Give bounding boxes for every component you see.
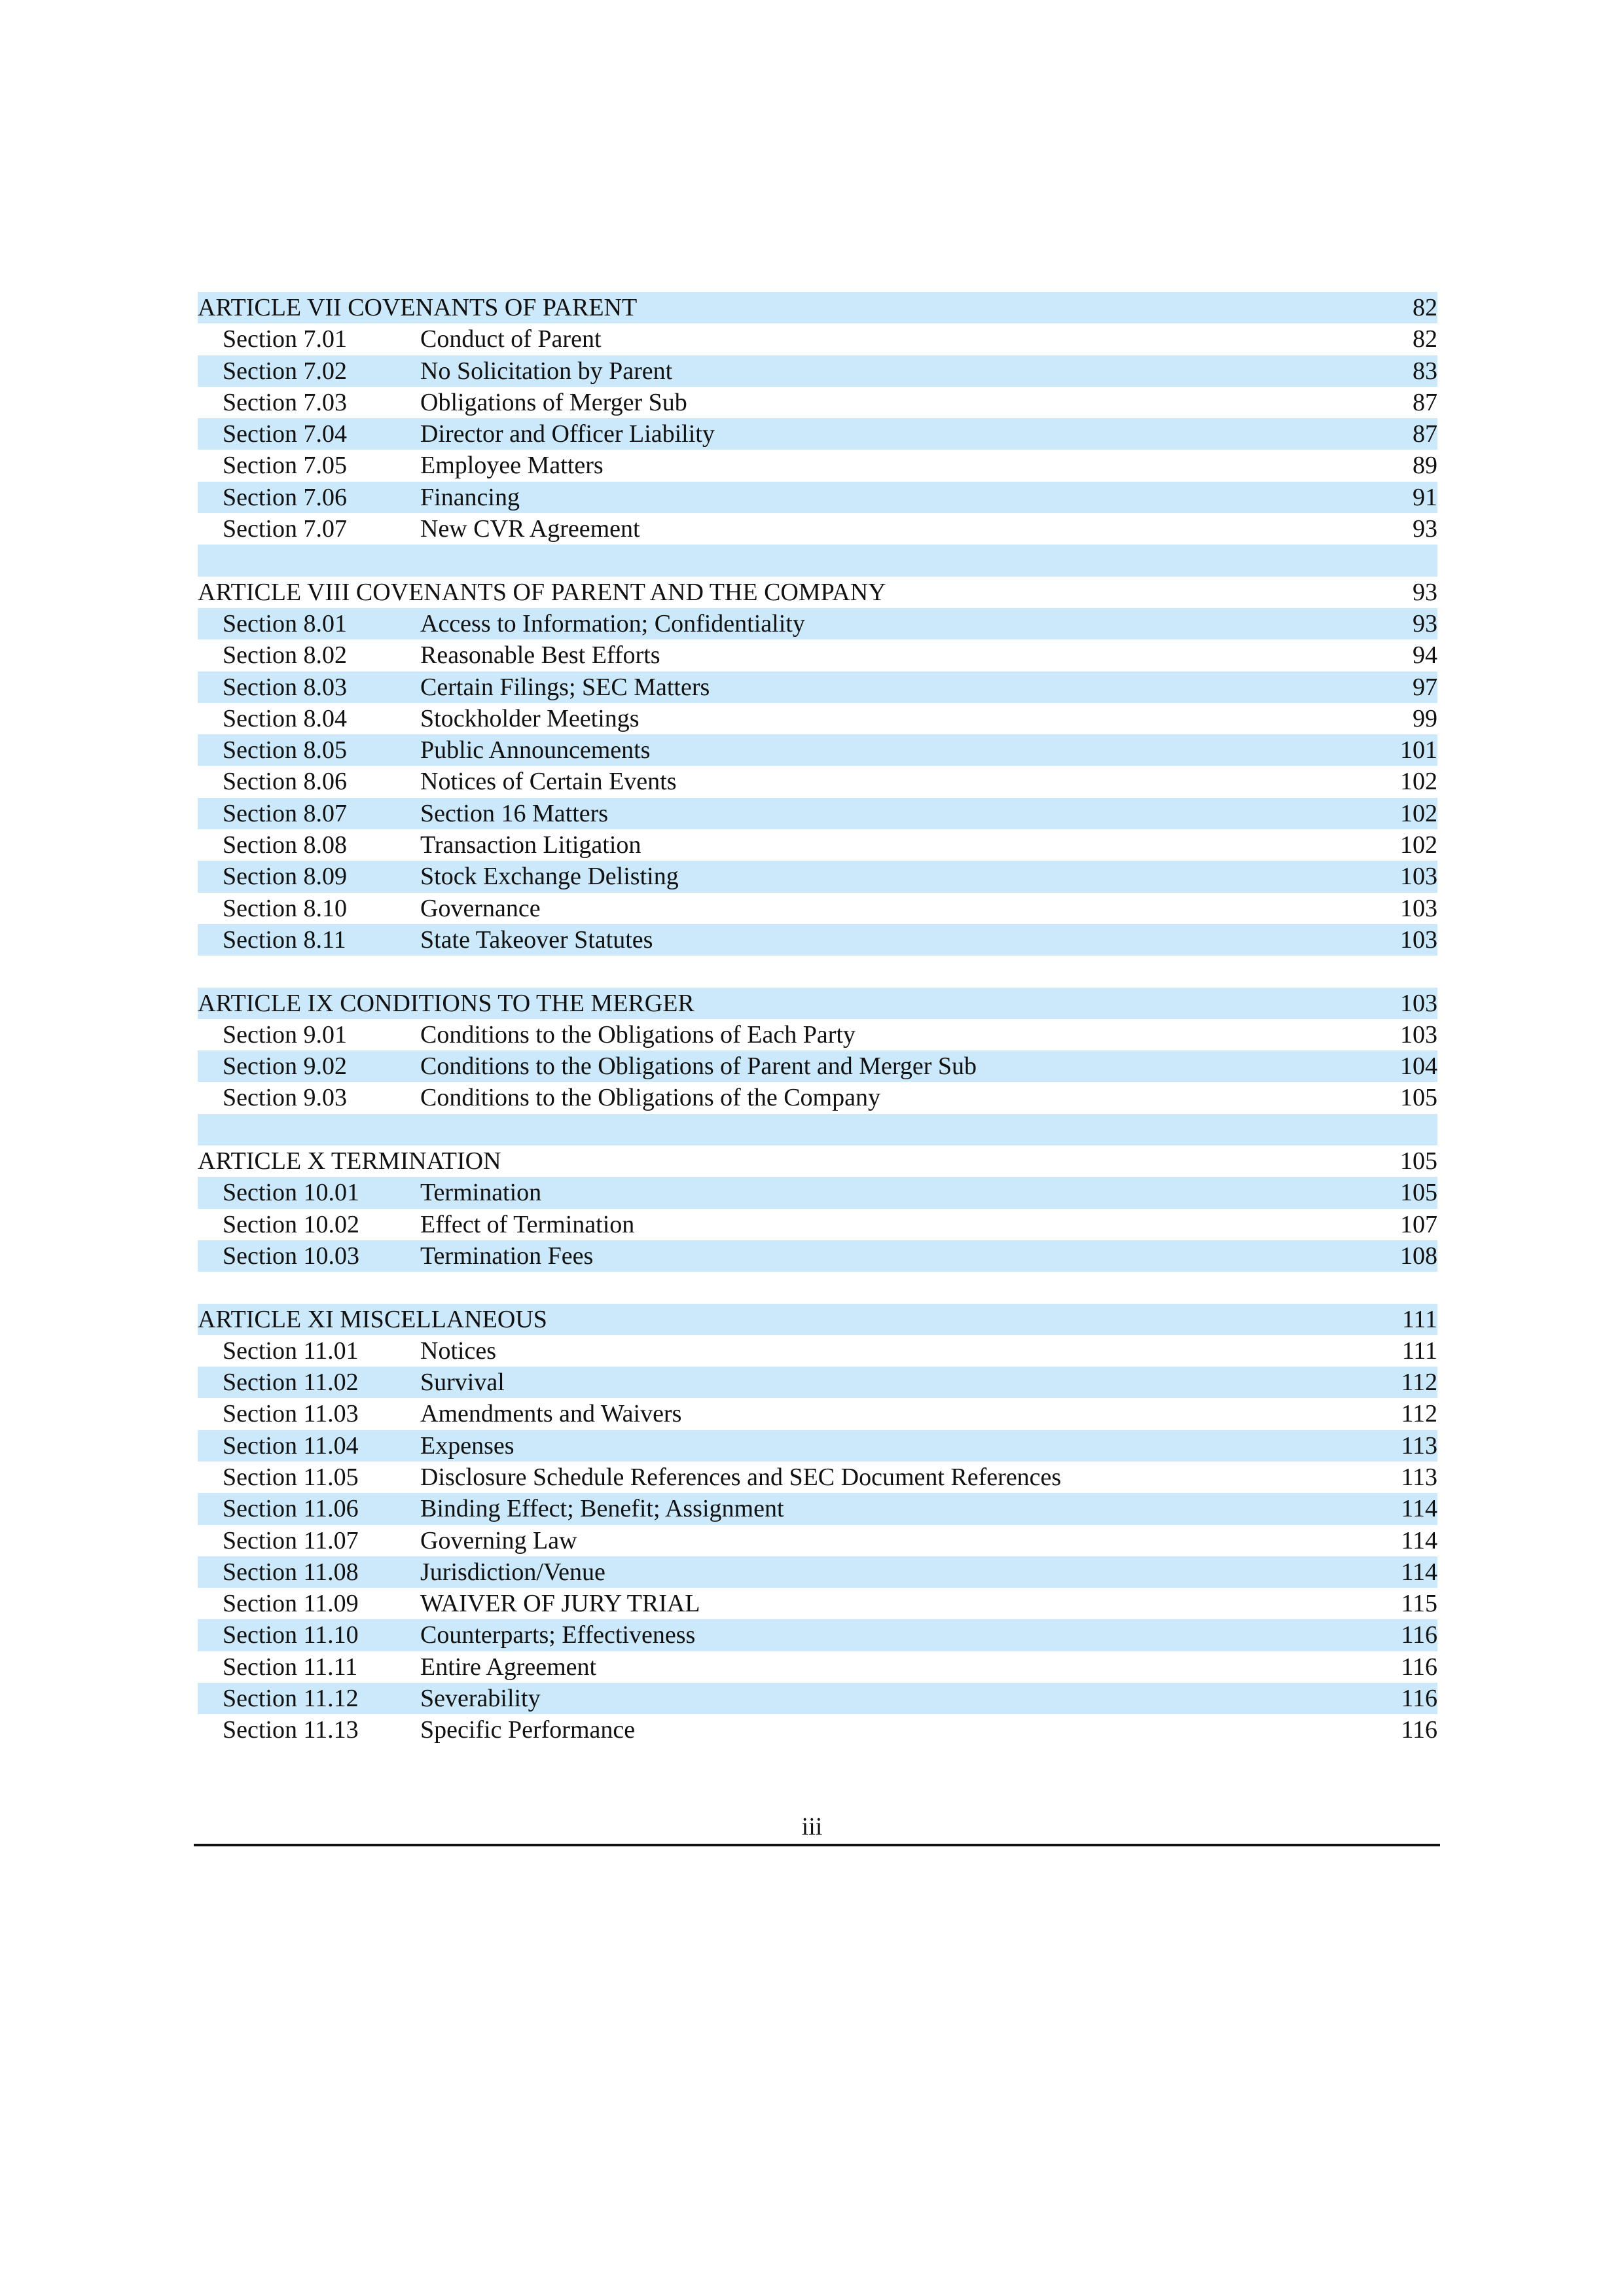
page-ref: 104 [1400,1052,1437,1081]
toc-section-row [198,1651,1437,1683]
section-number: Section 11.12 [223,1685,359,1713]
toc-section-row [198,1619,1437,1651]
section-title: Binding Effect; Benefit; Assignment [420,1495,784,1523]
toc-section-row [198,734,1437,766]
toc-section-row [198,1177,1437,1208]
toc-section-row [198,1462,1437,1493]
page-ref: 103 [1400,925,1437,954]
article-title: ARTICLE VII COVENANTS OF PARENT [198,294,638,321]
section-number: Section 11.01 [223,1336,359,1365]
section-number: Section 7.05 [223,452,347,480]
section-title: Notices [420,1336,497,1365]
page-number: iii [801,1813,823,1840]
section-number: Section 7.06 [223,483,347,511]
toc-section-row [198,1525,1437,1556]
section-number: Section 8.03 [223,673,347,701]
section-title: State Takeover Statutes [420,925,653,954]
section-title: Termination [420,1179,542,1207]
section-title: Transaction Litigation [420,831,641,859]
toc-section-row [198,1240,1437,1272]
page-ref: 116 [1401,1685,1437,1713]
section-title: Notices of Certain Events [420,768,677,796]
section-number: Section 7.04 [223,420,347,448]
page-ref: 102 [1400,799,1437,827]
toc-section-row [198,387,1437,418]
page-ref: 107 [1400,1210,1437,1238]
section-title: Employee Matters [420,452,604,480]
page-ref: 116 [1401,1653,1437,1681]
section-title: New CVR Agreement [420,515,640,543]
toc-section-row [198,513,1437,545]
section-number: Section 11.09 [223,1590,359,1618]
toc-section-row [198,766,1437,797]
toc-section-row [198,1493,1437,1524]
page-ref: 99 [1413,704,1437,732]
page-ref: 114 [1401,1526,1437,1554]
toc-section-row [198,1050,1437,1082]
section-number: Section 11.03 [223,1400,359,1428]
section-number: Section 8.11 [223,925,346,954]
toc-section-row [198,1714,1437,1746]
section-title: Amendments and Waivers [420,1400,682,1428]
toc-section-row [198,1019,1437,1050]
section-number: Section 11.07 [223,1526,359,1554]
section-title: Jurisdiction/Venue [420,1558,605,1586]
page-ref: 113 [1401,1463,1437,1491]
page-ref: 102 [1400,831,1437,859]
section-number: Section 11.10 [223,1621,359,1649]
section-title: Conditions to the Obligations of the Company [420,1084,880,1112]
section-number: Section 11.05 [223,1463,359,1491]
section-number: Section 8.01 [223,609,347,637]
section-title: WAIVER OF JURY TRIAL [420,1590,700,1618]
page-ref: 102 [1400,768,1437,796]
toc-section-row [198,323,1437,355]
section-number: Section 10.02 [223,1210,359,1238]
section-title: Public Announcements [420,736,651,764]
toc-spacer-row [198,956,1437,987]
toc-section-row [198,893,1437,924]
section-title: Director and Officer Liability [420,420,715,448]
section-title: Survival [420,1369,505,1397]
toc-spacer-row [198,1114,1437,1145]
section-number: Section 7.07 [223,515,347,543]
toc-section-row [198,450,1437,481]
page-ref: 94 [1413,641,1437,670]
page-ref: 87 [1413,420,1437,448]
section-number: Section 10.01 [223,1179,359,1207]
page-ref: 97 [1413,673,1437,701]
toc-section-row [198,1430,1437,1462]
toc-article-row [198,1145,1437,1177]
section-number: Section 11.13 [223,1716,359,1744]
toc-section-row [198,829,1437,861]
toc-section-row [198,1398,1437,1429]
toc-section-row [198,355,1437,387]
section-number: Section 8.10 [223,894,347,922]
section-number: Section 7.01 [223,325,347,353]
section-number: Section 8.06 [223,768,347,796]
article-title: ARTICLE IX CONDITIONS TO THE MERGER [198,989,695,1017]
toc-section-row [198,639,1437,671]
toc-section-row [198,1588,1437,1619]
page-ref: 116 [1401,1716,1437,1744]
section-title: Governance [420,894,541,922]
section-title: Obligations of Merger Sub [420,388,687,416]
page-ref: 103 [1400,989,1437,1017]
page-ref: 101 [1400,736,1437,764]
section-title: Conduct of Parent [420,325,602,353]
section-title: Disclosure Schedule References and SEC Document References [420,1463,1062,1491]
toc-section-row [198,1335,1437,1367]
article-title: ARTICLE X TERMINATION [198,1147,501,1175]
footer-rule [194,1844,1440,1846]
page-ref: 82 [1413,325,1437,353]
toc-section-row [198,1082,1437,1113]
section-number: Section 11.02 [223,1369,359,1397]
page-ref: 113 [1401,1431,1437,1460]
page-ref: 103 [1400,1020,1437,1049]
section-number: Section 9.01 [223,1020,347,1049]
section-number: Section 11.08 [223,1558,359,1586]
toc-section-row [198,482,1437,513]
page-ref: 111 [1401,1336,1437,1365]
section-title: Certain Filings; SEC Matters [420,673,710,701]
section-number: Section 9.02 [223,1052,347,1081]
section-title: Effect of Termination [420,1210,635,1238]
table-of-contents [198,292,1437,1746]
section-title: Governing Law [420,1526,577,1554]
page-ref: 115 [1401,1590,1437,1618]
page-ref: 91 [1413,483,1437,511]
section-number: Section 11.04 [223,1431,359,1460]
page-ref: 83 [1413,357,1437,385]
section-title: Entire Agreement [420,1653,597,1681]
section-number: Section 7.03 [223,388,347,416]
page-ref: 82 [1413,294,1437,321]
section-title: Termination Fees [420,1242,594,1270]
section-title: Access to Information; Confidentiality [420,609,805,637]
toc-section-row [198,861,1437,892]
section-number: Section 9.03 [223,1084,347,1112]
section-title: No Solicitation by Parent [420,357,673,385]
section-number: Section 8.05 [223,736,347,764]
toc-article-row [198,1304,1437,1335]
page-ref: 112 [1401,1369,1437,1397]
page-ref: 103 [1400,863,1437,891]
section-number: Section 8.07 [223,799,347,827]
toc-article-row [198,577,1437,608]
section-title: Financing [420,483,520,511]
section-number: Section 10.03 [223,1242,359,1270]
toc-section-row [198,608,1437,639]
page-ref: 93 [1413,578,1437,606]
section-title: Counterparts; Effectiveness [420,1621,696,1649]
toc-section-row [198,418,1437,450]
section-number: Section 8.02 [223,641,347,670]
article-title: ARTICLE XI MISCELLANEOUS [198,1305,547,1333]
page-ref: 89 [1413,452,1437,480]
section-title: Stockholder Meetings [420,704,640,732]
section-number: Section 8.09 [223,863,347,891]
section-number: Section 11.11 [223,1653,358,1681]
section-title: Reasonable Best Efforts [420,641,660,670]
section-title: Stock Exchange Delisting [420,863,679,891]
page-ref: 116 [1401,1621,1437,1649]
section-title: Conditions to the Obligations of Each Party [420,1020,856,1049]
page-ref: 114 [1401,1495,1437,1523]
page-ref: 105 [1400,1084,1437,1112]
page-ref: 103 [1400,894,1437,922]
page-ref: 114 [1401,1558,1437,1586]
section-number: Section 11.06 [223,1495,359,1523]
section-title: Expenses [420,1431,514,1460]
page-ref: 112 [1401,1400,1437,1428]
section-title: Severability [420,1685,541,1713]
toc-section-row [198,798,1437,829]
toc-section-row [198,1556,1437,1588]
toc-spacer-row [198,1272,1437,1303]
section-number: Section 7.02 [223,357,347,385]
section-title: Conditions to the Obligations of Parent and Merger Sub [420,1052,977,1081]
toc-section-row [198,703,1437,734]
section-title: Section 16 Matters [420,799,609,827]
page-ref: 111 [1401,1305,1437,1333]
page-ref: 93 [1413,515,1437,543]
toc-article-row [198,988,1437,1019]
toc-section-row [198,924,1437,956]
section-title: Specific Performance [420,1716,636,1744]
toc-spacer-row [198,545,1437,576]
section-number: Section 8.04 [223,704,347,732]
page-ref: 108 [1400,1242,1437,1270]
toc-section-row [198,672,1437,703]
page-ref: 93 [1413,609,1437,637]
article-title: ARTICLE VIII COVENANTS OF PARENT AND THE COMPANY [198,578,886,606]
section-number: Section 8.08 [223,831,347,859]
page-ref: 105 [1400,1179,1437,1207]
toc-section-row [198,1367,1437,1398]
toc-article-row [198,292,1437,323]
page-ref: 87 [1413,388,1437,416]
page-ref: 105 [1400,1147,1437,1175]
toc-section-row [198,1683,1437,1714]
toc-section-row [198,1209,1437,1240]
